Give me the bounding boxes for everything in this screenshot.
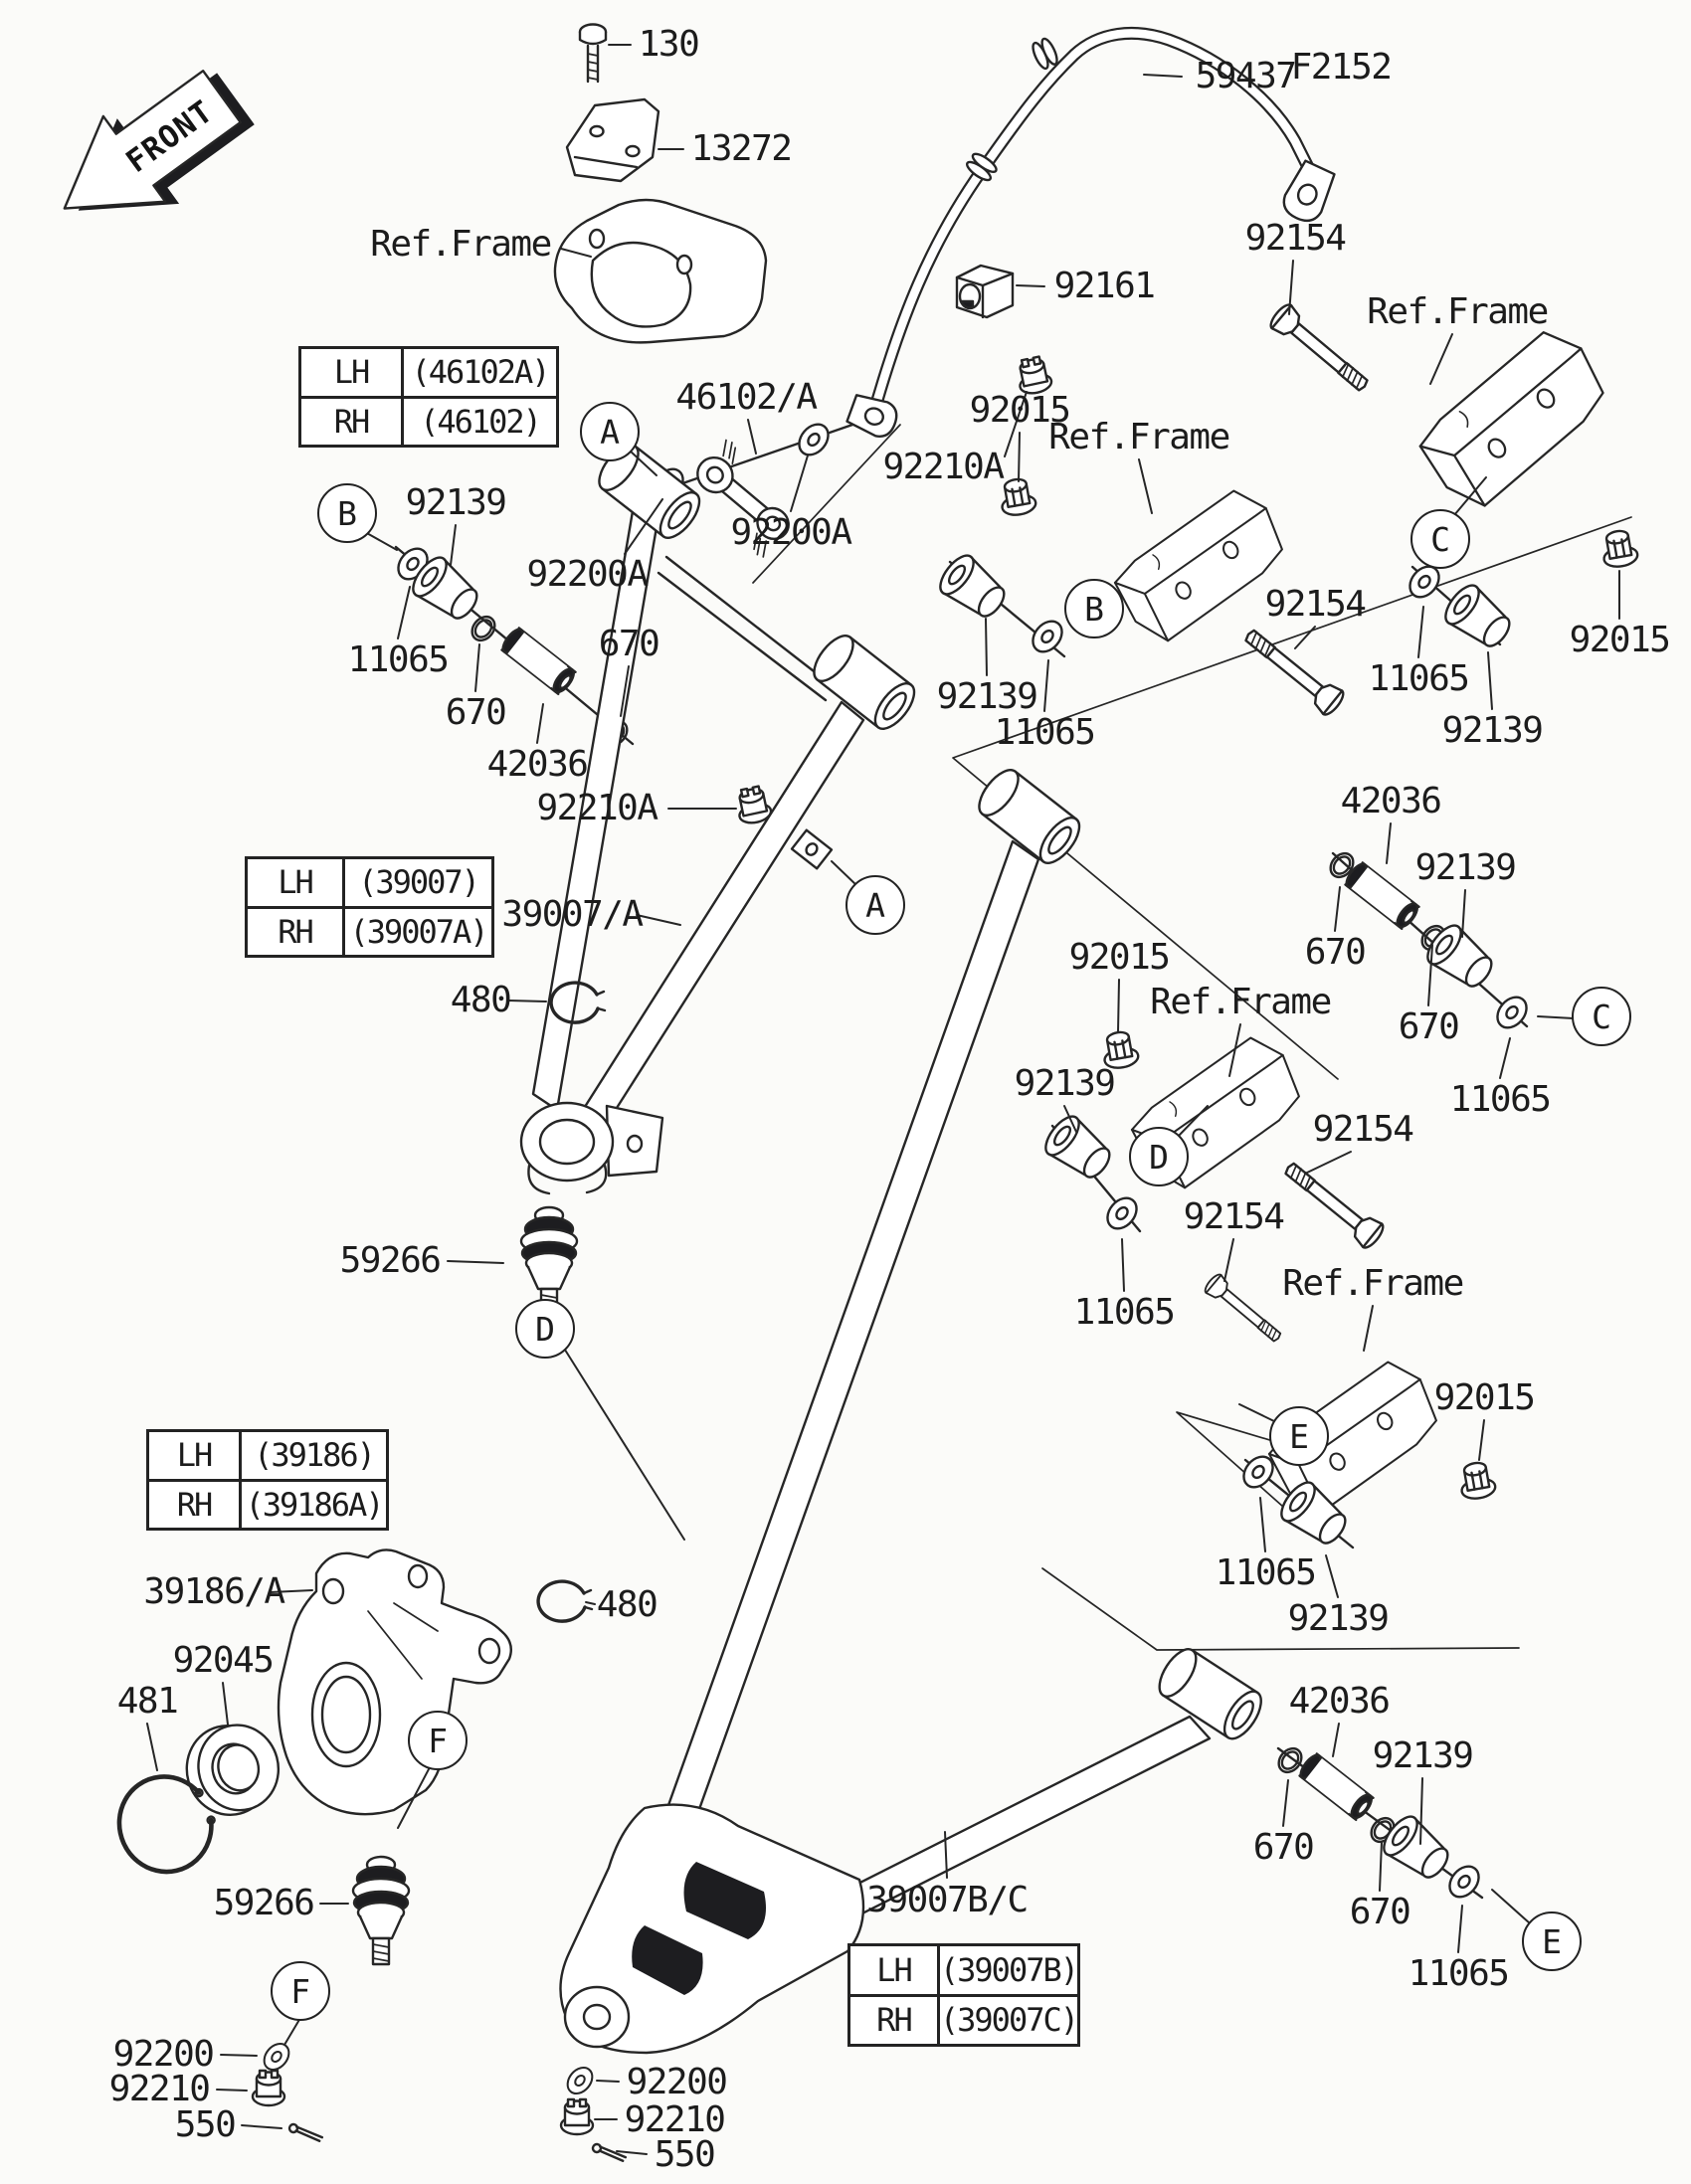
bolt-92154: [1203, 1272, 1286, 1348]
leader-line: [1239, 1404, 1276, 1422]
ref-circle-b: B: [1064, 579, 1124, 638]
part-label-11065: 11065: [1073, 1292, 1175, 1333]
bushing-92139: [1039, 1111, 1118, 1186]
part-label-92139: 92139: [405, 482, 506, 523]
nut-92015: [998, 476, 1037, 517]
part-label-92210: 92210: [624, 2099, 725, 2140]
leader-line: [1462, 890, 1465, 937]
leader-line: [1139, 459, 1152, 513]
part-label-92210: 92210: [108, 2069, 210, 2109]
washer-92200: [260, 2039, 294, 2075]
part-number-cell: (39007B): [939, 1950, 1077, 1989]
part-number-cell: (39007A): [349, 912, 487, 951]
bolt-92154: [1267, 301, 1374, 398]
part-label-refframe: Ref.Frame: [1048, 417, 1229, 457]
part-number-cell: (39186): [254, 1436, 374, 1475]
leader-line: [1430, 334, 1452, 384]
section-line: [753, 425, 900, 583]
bar-collar: [1031, 37, 1060, 71]
table-39007: [245, 856, 494, 958]
part-label-11065: 11065: [1368, 658, 1469, 699]
leader-line: [1335, 887, 1340, 931]
leader-line: [1017, 285, 1044, 286]
part-label-refframe: Ref.Frame: [370, 224, 551, 265]
ref-frame-bracket: [1405, 320, 1624, 518]
leader-line: [1333, 1724, 1339, 1756]
part-label-670: 670: [598, 624, 659, 664]
part-label-11065: 11065: [1408, 1953, 1509, 1994]
leader-line: [365, 532, 397, 550]
leader-line: [1260, 1498, 1265, 1551]
leader-line: [1224, 1239, 1233, 1281]
ref-frame-bracket: [1103, 481, 1299, 649]
leader-line: [617, 2151, 647, 2154]
table-row: [149, 1432, 386, 1479]
part-label-11065: 11065: [994, 712, 1095, 753]
part-label-130: 130: [638, 24, 699, 65]
leader-line: [986, 619, 987, 675]
side-cell: RH: [850, 1997, 940, 2045]
part-number-cell: (39186A): [245, 1485, 383, 1524]
part-label-92015: 92015: [969, 390, 1070, 431]
part-label-670: 670: [1252, 1827, 1314, 1868]
part-label-92154: 92154: [1312, 1109, 1413, 1150]
bushing-92139: [1421, 920, 1500, 996]
part-label-92139: 92139: [1287, 1598, 1389, 1639]
part-label-92200a: 92200A: [526, 554, 648, 595]
table-row: [248, 906, 491, 956]
part-label-92200a: 92200A: [730, 512, 851, 553]
part-label-481: 481: [116, 1681, 178, 1722]
part-label-670: 670: [1398, 1006, 1459, 1047]
ref-circle-d: D: [515, 1299, 575, 1359]
leader-line: [1326, 1555, 1338, 1597]
part-label-92161: 92161: [1053, 266, 1155, 306]
washer-92200a: [793, 419, 834, 460]
bolt-130: [580, 25, 606, 83]
side-cell: LH: [248, 859, 345, 906]
ref-circle-e: E: [1269, 1406, 1329, 1466]
part-label-42036: 42036: [486, 744, 588, 785]
leader-line: [748, 420, 756, 454]
leader-line: [147, 1724, 157, 1770]
washer-92200: [563, 2063, 598, 2098]
leader-line: [1044, 660, 1048, 711]
table-39186: [146, 1429, 389, 1531]
part-label-670: 670: [1304, 932, 1366, 973]
ref-circle-c: C: [1410, 509, 1470, 569]
part-label-11065: 11065: [347, 639, 449, 680]
part-label-92015: 92015: [1068, 937, 1170, 978]
part-label-refframe: Ref.Frame: [1150, 982, 1331, 1022]
table-row: [248, 859, 491, 906]
part-label-550: 550: [654, 2134, 715, 2175]
side-cell: LH: [850, 1946, 940, 1994]
part-number-cell: (46102): [420, 402, 540, 441]
leader-line: [586, 1602, 595, 1604]
leader-line: [242, 2125, 282, 2128]
part-label-670: 670: [445, 692, 506, 733]
ref-circle-f: F: [408, 1711, 468, 1770]
leader-line: [448, 1261, 503, 1263]
leader-line: [1479, 1420, 1484, 1460]
side-cell: RH: [301, 399, 404, 446]
leader-line: [1122, 1239, 1124, 1291]
nut-92210: [561, 2099, 593, 2134]
table-row: [149, 1479, 386, 1529]
frame-clamp-bracket: [555, 200, 766, 342]
part-label-92210a: 92210A: [536, 788, 658, 828]
table-46102: [298, 346, 559, 448]
part-label-92139: 92139: [1014, 1063, 1115, 1104]
knuckle-39186: [279, 1549, 511, 1814]
sleeve-42036: [1343, 861, 1420, 931]
part-label-42036: 42036: [1340, 781, 1441, 821]
front-arrow: [34, 48, 266, 261]
part-label-92154: 92154: [1183, 1196, 1284, 1237]
leader-line: [1364, 1306, 1373, 1351]
snap-ring-480: [538, 1581, 592, 1621]
part-label-11065: 11065: [1449, 1079, 1551, 1120]
washer-11065: [1027, 616, 1067, 657]
leader-line: [1488, 652, 1492, 709]
leader-line: [1295, 627, 1315, 648]
part-label-92200: 92200: [112, 2034, 214, 2075]
table-row: [301, 396, 556, 446]
part-label-59437: 59437: [1195, 56, 1296, 96]
part-label-92139: 92139: [1414, 847, 1516, 888]
leader-line: [398, 587, 410, 638]
table-row: [850, 1946, 1077, 1994]
part-number-cell: (39007): [358, 863, 478, 902]
part-label-92200: 92200: [626, 2062, 727, 2102]
part-label-92139: 92139: [936, 676, 1037, 717]
leader-line: [1387, 823, 1391, 863]
part-label-46102a: 46102/A: [675, 377, 817, 418]
part-label-42036: 42036: [1288, 1681, 1390, 1722]
leader-line: [1538, 1016, 1574, 1018]
part-label-59266: 59266: [213, 1883, 314, 1923]
nut-92210: [253, 2071, 284, 2105]
leader-line: [217, 2090, 247, 2091]
leader-line: [1492, 1890, 1530, 1923]
part-label-59266: 59266: [339, 1240, 441, 1281]
cotter-pin-550: [288, 2123, 324, 2141]
leader-line: [1118, 980, 1119, 1032]
part-label-92210a: 92210A: [882, 447, 1004, 487]
leader-line: [563, 1347, 684, 1540]
leader-line: [1500, 1038, 1510, 1078]
bushing-92161: [957, 266, 1013, 317]
leader-line: [597, 2081, 619, 2082]
ref-circle-a: A: [846, 875, 905, 935]
sleeve-42036: [1297, 1752, 1375, 1822]
part-label-refframe: Ref.Frame: [1367, 291, 1548, 332]
bearing-92045: [177, 1715, 288, 1825]
part-label-550: 550: [174, 2104, 236, 2145]
leader-line: [1144, 75, 1182, 77]
part-label-92154: 92154: [1244, 218, 1346, 259]
oring-670: [468, 613, 499, 645]
side-cell: RH: [248, 909, 345, 956]
part-number-cell: (39007C): [939, 2001, 1077, 2040]
part-label-480: 480: [596, 1584, 658, 1625]
side-cell: RH: [149, 1482, 242, 1529]
bolt-92154: [1279, 1156, 1387, 1251]
leader-line: [1305, 1152, 1351, 1174]
bushing-92139: [1439, 580, 1518, 655]
ball-joint-59266: [353, 1857, 409, 1964]
part-label-11065: 11065: [1215, 1552, 1316, 1593]
leader-line: [537, 704, 543, 743]
part-label-92045: 92045: [172, 1640, 274, 1681]
part-label-39007a: 39007/A: [501, 894, 643, 935]
leader-line: [1380, 1842, 1382, 1891]
leader-line: [637, 915, 680, 925]
part-label-670: 670: [1349, 1892, 1410, 1932]
leader-line: [221, 2055, 257, 2056]
part-label-92015: 92015: [1569, 620, 1670, 660]
nut-92015: [1457, 1460, 1497, 1501]
table-row: [850, 1994, 1077, 2045]
leader-line: [223, 1683, 228, 1725]
leader-line: [1418, 607, 1423, 657]
leader-line: [1458, 1906, 1462, 1952]
ref-circle-d: D: [1129, 1127, 1189, 1186]
part-label-92139: 92139: [1441, 710, 1543, 751]
table-39007bc: [847, 1943, 1080, 2047]
ref-circle-c: C: [1572, 987, 1631, 1046]
side-cell: LH: [149, 1432, 242, 1479]
part-number-cell: (46102A): [411, 353, 549, 392]
part-label-13272: 13272: [690, 128, 792, 169]
ref-circle-f: F: [271, 1961, 330, 2021]
ref-circle-a: A: [580, 402, 640, 461]
table-row: [301, 349, 556, 396]
leader-line: [1019, 433, 1020, 481]
leader-line: [791, 455, 808, 511]
bushing-92139: [934, 550, 1013, 626]
leader-line: [475, 644, 479, 691]
leader-line: [284, 2018, 300, 2045]
clamp-plate-13272: [567, 99, 658, 181]
part-label-480: 480: [450, 980, 511, 1020]
leader-line: [451, 525, 456, 565]
ref-circle-b: B: [317, 483, 377, 543]
nut-92015: [1599, 528, 1639, 569]
part-label-refframe: Ref.Frame: [1282, 1263, 1463, 1304]
side-cell: LH: [301, 349, 404, 396]
part-label-92154: 92154: [1264, 584, 1366, 625]
sleeve-42036: [499, 627, 577, 696]
part-label-92015: 92015: [1433, 1377, 1535, 1418]
part-label-f2152: F2152: [1290, 47, 1392, 88]
part-label-39186a: 39186/A: [143, 1571, 284, 1612]
part-label-92139: 92139: [1372, 1735, 1473, 1776]
leader-line: [832, 861, 857, 886]
leader-line: [1283, 1780, 1288, 1826]
part-label-39007bc: 39007B/C: [866, 1880, 1028, 1920]
ref-circle-e: E: [1522, 1911, 1582, 1971]
front-arrow-label: FRONT: [119, 93, 221, 180]
